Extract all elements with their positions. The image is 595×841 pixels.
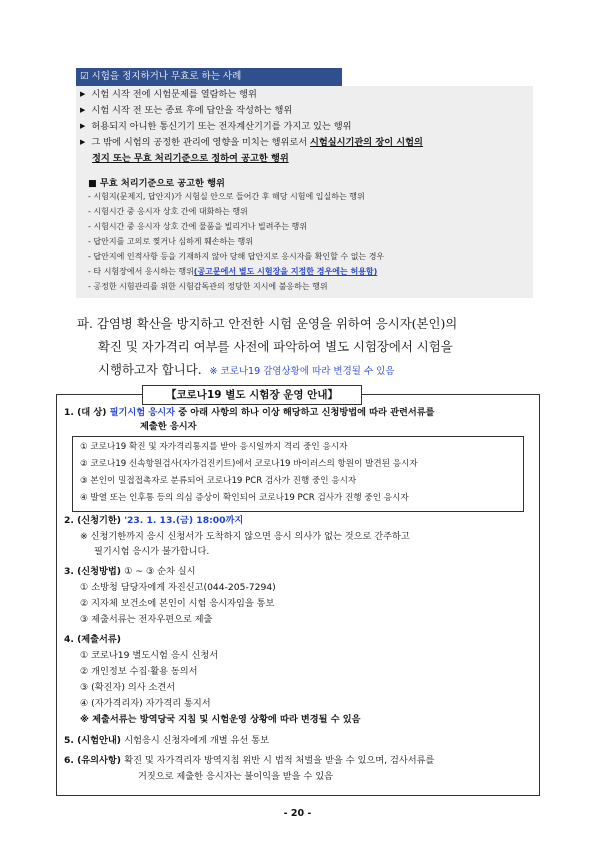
- criteria-item: - 답안지에 인적사항 등을 기재하지 않아 당해 답안지로 응시자를 확인할 수 없는 경우: [88, 252, 385, 261]
- criteria-item: - 답안지를 고의로 찢거나 심하게 훼손하는 행위: [88, 237, 253, 246]
- document-item: ④ (자가격리자) 자가격리 통지서: [80, 698, 211, 709]
- deadline-note: ※ 신청기한까지 응시 신청서가 도착하지 않으면 응시 의사가 없는 것으로 간주하고: [80, 531, 410, 542]
- triangle-icon: ▶: [80, 90, 86, 98]
- method-step: ③ 제출서류는 전자우편으로 제출: [80, 614, 213, 625]
- criteria-item: - 타 시험장에서 응시하는 행위(공고문에서 별도 시험장을 지정한 경우에는 허용함): [88, 267, 378, 276]
- stop-bullet: ▶ 그 밖에 시험의 공정한 관리에 영향을 미치는 행위로서 시험실시기관의 장이 시험의: [80, 137, 423, 148]
- triangle-icon: ▶: [80, 122, 86, 130]
- condition-item: ③ 본인이 밀접접촉자로 분류되어 코로나19 PCR 검사가 진행 중인 응시자: [80, 476, 357, 486]
- paragraph-note: ※ 코로나19 감염상황에 따라 변경될 수 있음: [209, 366, 395, 377]
- covid-item-target-cont: 제출한 응시자: [140, 421, 197, 432]
- criteria-item: - 시험시간 중 응시자 상호 간에 물품을 빌리거나 빌려주는 행위: [88, 222, 307, 231]
- covid-item-deadline: 2. (신청기한) '23. 1. 13.(금) 18:00까지: [64, 515, 244, 526]
- caution-cont: 거짓으로 제출한 응시자는 불이익을 받을 수 있음: [138, 771, 334, 782]
- covid-item-documents: 4. (제출서류): [64, 634, 121, 645]
- invalid-criteria-heading: ■ 무효 처리기준으로 공고한 행위: [88, 178, 225, 189]
- covid-item-guide: 5. (시험안내) 시험응시 신청자에게 개별 유선 통보: [64, 735, 269, 746]
- condition-item: ② 코로나19 신속항원검사(자가검진키트)에서 코로나19 바이러스의 항원이 발견된 응시자: [80, 459, 418, 469]
- paragraph-line: 확진 및 자가격리 여부를 사전에 파악하여 별도 시험장에서 시험을: [98, 339, 453, 354]
- covid-item-caution: 6. (유의사항) 확진 및 자가격리자 방역지침 위반 시 법적 처벌을 받을 수 있으며, 검사서류를: [64, 755, 435, 766]
- method-step: ② 지자체 보건소에 본인이 시험 응시자임을 통보: [80, 598, 275, 609]
- covid-box-title: 【코로나19 별도 시험장 운영 안내】: [142, 385, 362, 405]
- paragraph-line: 시행하고자 합니다. ※ 코로나19 감염상황에 따라 변경될 수 있음: [98, 362, 395, 377]
- documents-note: ※ 제출서류는 방역당국 지침 및 시험운영 상황에 따라 변경될 수 있음: [80, 714, 361, 725]
- covid-item-target: 1. (대 상) 필기시험 응시자 중 아래 사항의 하나 이상 해당하고 신청방법에 따라 관련서류를: [64, 407, 435, 418]
- document-item: ② 개인정보 수집·활용 동의서: [80, 666, 198, 677]
- deadline-note-cont: 필기시험 응시가 불가합니다.: [94, 546, 210, 557]
- condition-item: ④ 발열 또는 인후통 등의 의심 증상이 확인되어 코로나19 PCR 검사가 진행 중인 응시자: [80, 493, 409, 503]
- stop-bullet: ▶ 시험 시작 전에 시험문제를 열람하는 행위: [80, 89, 257, 100]
- triangle-icon: ▶: [80, 106, 86, 114]
- criteria-item: - 시험시간 중 응시자 상호 간에 대화하는 행위: [88, 207, 248, 216]
- paragraph-line: 파. 감염병 확산을 방지하고 안전한 시험 운영을 위하여 응시자(본인)의: [77, 316, 458, 331]
- document-item: ① 코로나19 별도시험 응시 신청서: [80, 650, 219, 661]
- stop-bullet-continuation: 정지 또는 무효 처리기준으로 정하여 공고한 행위: [92, 153, 289, 164]
- document-item: ③ (확진자) 의사 소견서: [80, 682, 176, 693]
- page-number: - 20 -: [283, 808, 312, 819]
- criteria-item: - 시험지(문제지, 답안지)가 시험실 안으로 들어간 후 해당 시험에 입실하는 행위: [88, 192, 365, 201]
- stop-bullet: ▶ 시험 시작 전 또는 종료 후에 답안을 작성하는 행위: [80, 105, 293, 116]
- method-step: ① 소방청 담당자에게 자진신고(044-205-7294): [80, 582, 276, 593]
- covid-item-method: 3. (신청방법) ① ~ ③ 순차 실시: [64, 566, 196, 577]
- criteria-item: - 공정한 시험관리를 위한 시험감독관의 정당한 지시에 불응하는 행위: [88, 282, 328, 291]
- triangle-icon: ▶: [80, 138, 86, 146]
- stop-bullet: ▶ 허용되지 아니한 통신기기 또는 전자계산기기를 가지고 있는 행위: [80, 121, 352, 132]
- condition-item: ① 코로나19 확진 및 자가격리통지를 받아 응시일까지 격리 중인 응시자: [80, 442, 348, 452]
- stop-section-title: ☑ 시험을 정지하거나 무효로 하는 사례: [76, 68, 342, 86]
